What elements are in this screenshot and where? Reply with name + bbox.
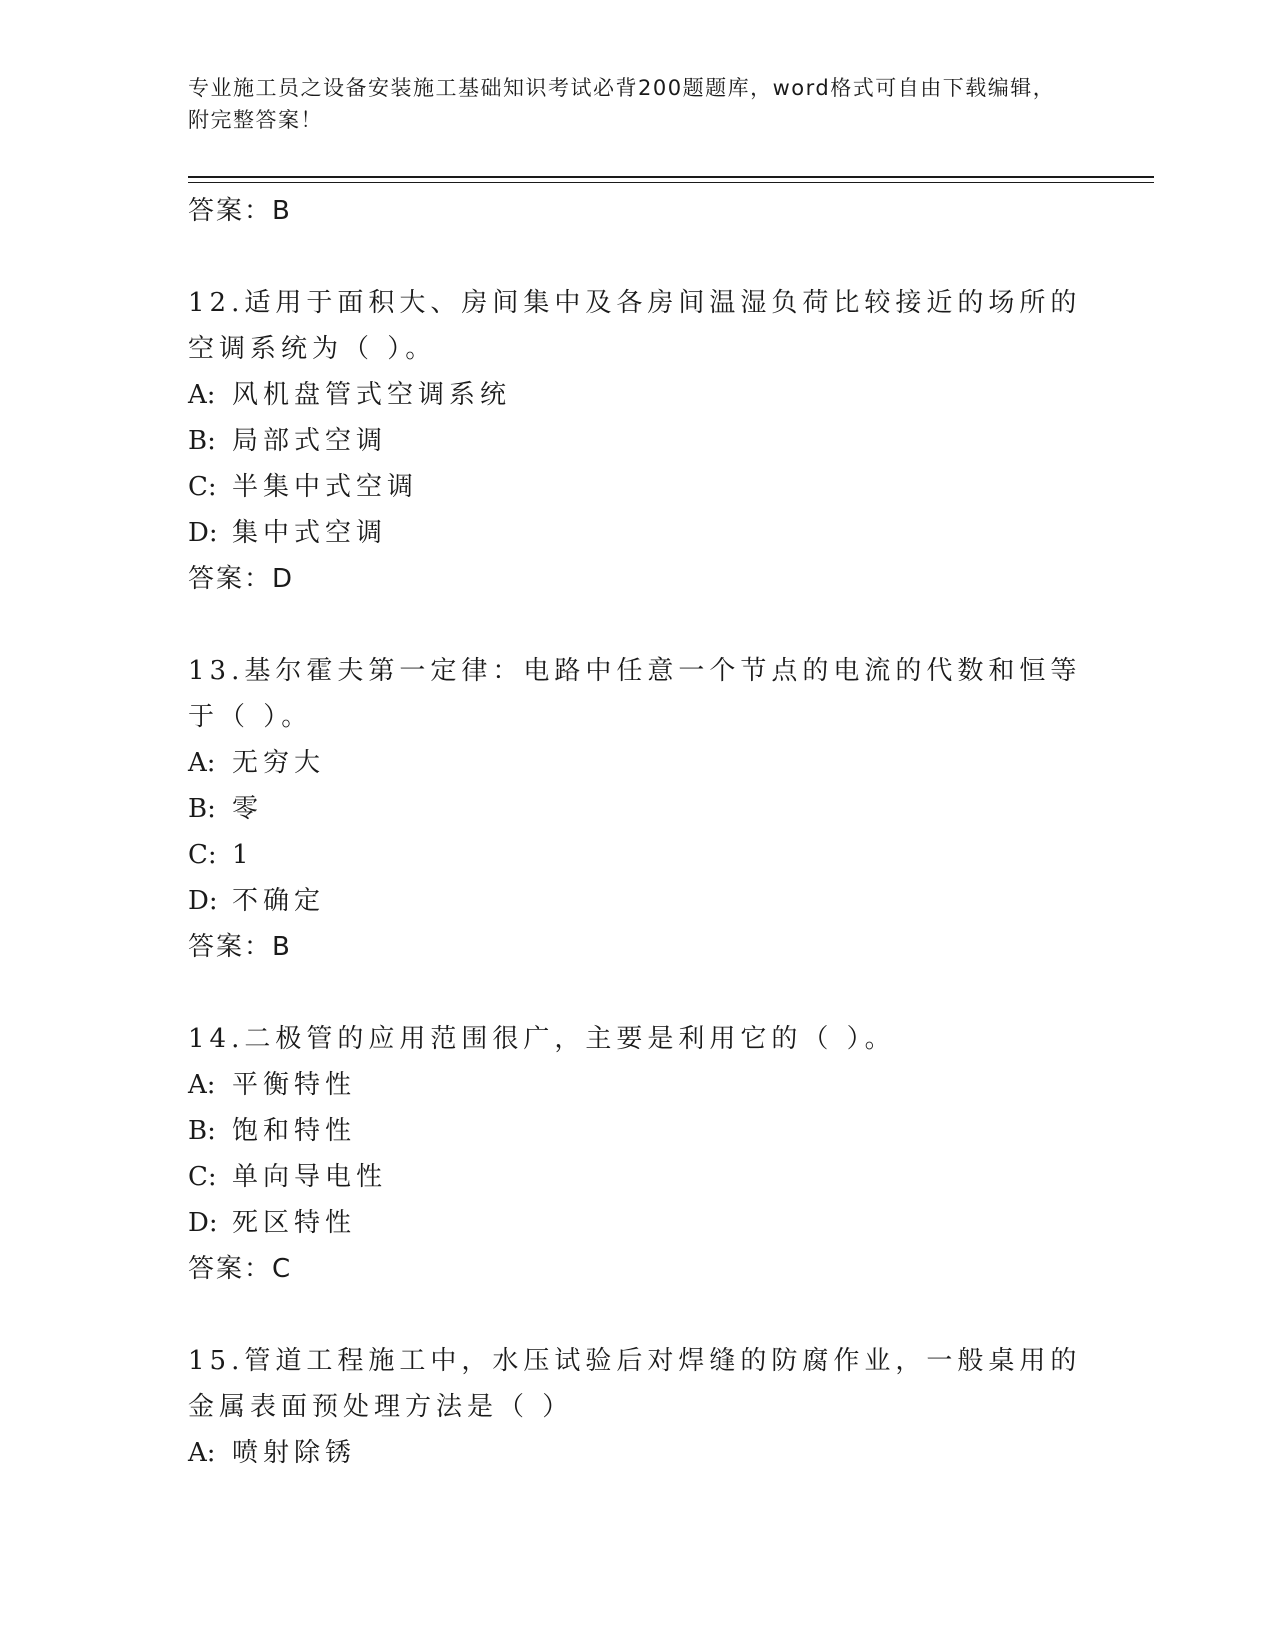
option-d — [188, 878, 1088, 924]
question-stem: 14.二极管的应用范围很广，主要是利用它的（ ）。 — [188, 1024, 896, 1054]
option-text: 不确定 — [232, 886, 326, 916]
option-text: 饱和特性 — [232, 1116, 357, 1146]
option-text: 1 — [232, 840, 254, 870]
header-divider-thin — [188, 182, 1154, 183]
option-letter: C: — [188, 472, 217, 502]
option-text: 集中式空调 — [232, 518, 388, 548]
answer-line: 答案：B — [188, 932, 292, 962]
option-text: 风机盘管式空调系统 — [232, 380, 512, 410]
option-c — [188, 832, 1088, 878]
question-block — [188, 1016, 1088, 1292]
question-stem: 13.基尔霍夫第一定律：电路中任意一个节点的电流的代数和恒等于（ ）。 — [188, 656, 1082, 732]
document-header: 专业施工员之设备安装施工基础知识考试必背200题题库，word格式可自由下载编辑，附完整答案！ — [188, 76, 1056, 132]
answer-line: 答案：C — [188, 1254, 293, 1284]
option-text: 局部式空调 — [232, 426, 388, 456]
question-list — [188, 188, 1088, 1476]
option-letter: A: — [188, 748, 216, 778]
question-stem: 12.适用于面积大、房间集中及各房间温湿负荷比较接近的场所的空调系统为（ ）。 — [188, 288, 1082, 364]
option-a — [188, 740, 1088, 786]
option-b — [188, 1108, 1088, 1154]
option-text: 半集中式空调 — [232, 472, 419, 502]
question-block — [188, 280, 1088, 602]
question-stem: 15.管道工程施工中，水压试验后对焊缝的防腐作业，一般桌用的金属表面预处理方法是（ ） — [188, 1346, 1082, 1422]
option-letter: A: — [188, 1070, 216, 1100]
option-letter: B: — [188, 1116, 216, 1146]
option-letter: C: — [188, 1162, 217, 1192]
option-d — [188, 1200, 1088, 1246]
option-b — [188, 786, 1088, 832]
option-a — [188, 1062, 1088, 1108]
option-c — [188, 464, 1088, 510]
option-letter: D: — [188, 886, 218, 916]
option-letter: C: — [188, 840, 217, 870]
question-block — [188, 1338, 1088, 1476]
option-a — [188, 1430, 1088, 1476]
option-text: 单向导电性 — [232, 1162, 388, 1192]
option-letter: D: — [188, 1208, 218, 1238]
option-text: 死区特性 — [232, 1208, 357, 1238]
option-text: 喷射除锈 — [232, 1438, 357, 1468]
option-c — [188, 1154, 1088, 1200]
option-text: 平衡特性 — [232, 1070, 357, 1100]
question-block — [188, 648, 1088, 970]
option-letter: A: — [188, 1438, 216, 1468]
option-a — [188, 372, 1088, 418]
option-letter: B: — [188, 426, 216, 456]
option-letter: B: — [188, 794, 216, 824]
option-text: 无穷大 — [232, 748, 326, 778]
option-b — [188, 418, 1088, 464]
answer-line: 答案：D — [188, 564, 295, 594]
answer-line: 答案：B — [188, 196, 292, 226]
option-d — [188, 510, 1088, 556]
option-text: 零 — [232, 794, 264, 824]
option-letter: A: — [188, 380, 216, 410]
header-divider — [188, 176, 1154, 178]
option-letter: D: — [188, 518, 218, 548]
